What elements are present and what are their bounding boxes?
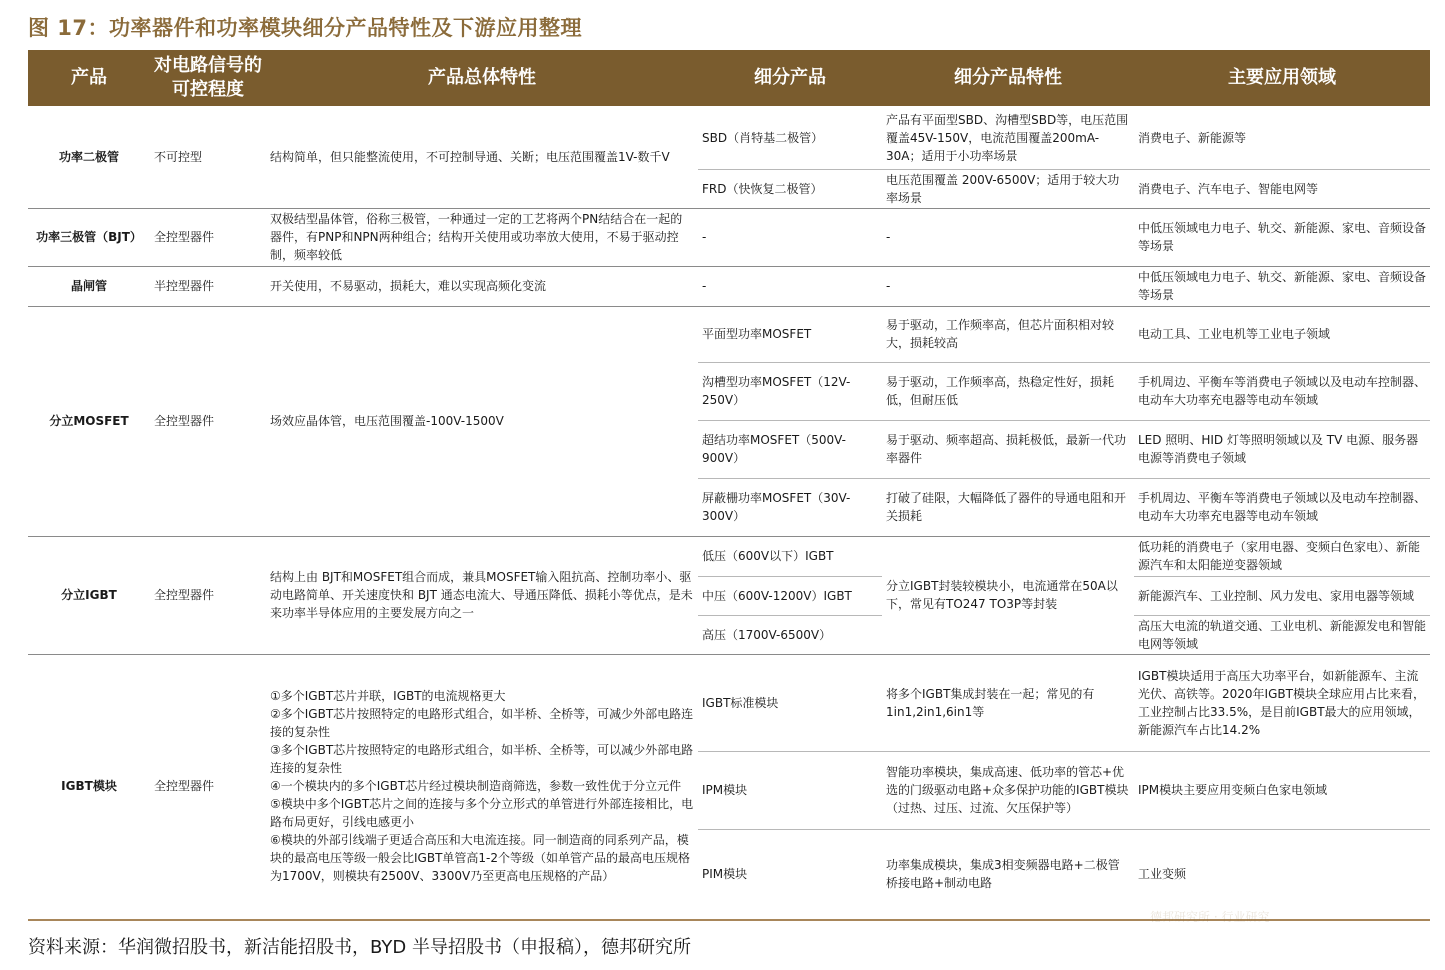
- cell-feature-ipm-module: 智能功率模块，集成高速、低功率的管芯+优选的门级驱动电路+众多保护功能的IGBT模块（过热、过压、过流、欠压保护等）: [886, 765, 1129, 815]
- sub-row-divider: [698, 751, 1430, 752]
- cell-control-bjt: 全控型器件: [154, 230, 215, 244]
- cell-app-pim-module: 工业变频: [1138, 866, 1187, 881]
- cell-overall-mosfet: 场效应晶体管，电压范围覆盖-100V-1500V: [270, 414, 504, 428]
- sub-row-divider: [698, 576, 882, 577]
- cell-product-igbt: 分立IGBT: [61, 588, 117, 602]
- cell-sub-standard-module: IGBT标准模块: [702, 695, 779, 710]
- cell-feature-sj-mosfet: 易于驱动、频率超高、损耗极低，最新一代功率器件: [886, 433, 1127, 465]
- header-application: 主要应用领域: [1228, 67, 1336, 88]
- cell-overall-thyristor: 开关使用，不易驱动，损耗大，难以实现高频化变流: [270, 279, 547, 293]
- cell-overall-bjt: 双极结型晶体管，俗称三极管，一种通过一定的工艺将两个PN结结合在一起的器件，有PNP和NPN两种组合；结构开关使用或功率放大使用，不易于驱动控制，频率较低: [270, 212, 683, 262]
- cell-sub-high-voltage-igbt: 高压（1700V-6500V）: [702, 627, 832, 642]
- cell-app-thyristor: 中低压领域电力电子、轨交、新能源、家电、音频设备等场景: [1138, 270, 1427, 302]
- sub-row-divider: [698, 362, 1430, 363]
- cell-app-high-voltage-igbt: 高压大电流的轨道交通、工业电机、新能源发电和智能电网等领域: [1138, 618, 1427, 651]
- cell-sub-trench-mosfet: 沟槽型功率MOSFET（12V-250V）: [702, 375, 851, 407]
- row-divider: [28, 536, 1430, 537]
- cell-control-thyristor: 半控型器件: [154, 279, 215, 293]
- cell-overall-diode: 结构简单，但只能整流使用，不可控制导通、关断；电压范围覆盖1V-数千V: [270, 150, 670, 164]
- cell-feature-pim-module: 功率集成模块，集成3相变频器电路+二极管桥接电路+制动电路: [886, 857, 1120, 890]
- cell-control-igbt: 全控型器件: [154, 588, 215, 602]
- cell-app-trench-mosfet: 手机周边、平衡车等消费电子领域以及电动车控制器、电动车大功率充电器等电动车领域: [1138, 375, 1427, 407]
- cell-product-bjt: 功率三极管（BJT）: [36, 230, 142, 244]
- source-note: 资料来源：华润微招股书，新洁能招股书，BYD 半导招股书（申报稿），德邦研究所: [28, 937, 691, 958]
- cell-feature-igbt: 分立IGBT封装较模块小，电流通常在50A以下，常见有TO247 TO3P等封装: [886, 579, 1118, 611]
- sub-row-divider: [1134, 576, 1430, 577]
- cell-app-sj-mosfet: LED 照明、HID 灯等照明领域以及 TV 电源、服务器电源等消费电子领域: [1138, 433, 1419, 465]
- cell-feature-sbd: 产品有平面型SBD、沟槽型SBD等，电压范围覆盖45V-150V，电流范围覆盖200mA-30A；适用于小功率场景: [886, 112, 1129, 163]
- cell-app-bjt: 中低压领域电力电子、轨交、新能源、家电、音频设备等场景: [1138, 221, 1427, 253]
- cell-feature-standard-module: 将多个IGBT集成封装在一起；常见的有1in1,2in1,6in1等: [886, 686, 1095, 719]
- sub-row-divider: [1134, 615, 1430, 616]
- cell-sub-bjt: -: [702, 230, 707, 244]
- cell-control-diode: 不可控型: [154, 150, 203, 164]
- sub-row-divider: [698, 478, 1430, 479]
- cell-app-frd: 消费电子、汽车电子、智能电网等: [1138, 181, 1319, 196]
- cell-feature-frd: 电压范围覆盖 200V-6500V；适用于较大功率场景: [886, 172, 1120, 205]
- cell-feature-planar-mosfet: 易于驱动，工作频率高，但芯片面积相对较大，损耗较高: [886, 318, 1115, 350]
- header-sub-feature: 细分产品特性: [954, 67, 1062, 88]
- watermark: 德邦研究所 · 行业研究: [1150, 910, 1270, 922]
- row-divider: [28, 306, 1430, 307]
- cell-feature-thyristor: -: [886, 279, 891, 293]
- cell-control-mosfet: 全控型器件: [154, 414, 215, 428]
- cell-sub-frd: FRD（快恢复二极管）: [702, 181, 823, 196]
- cell-feature-sgt-mosfet: 打破了硅限，大幅降低了器件的导通电阻和开关损耗: [886, 491, 1127, 523]
- row-divider: [28, 266, 1430, 267]
- cell-app-mid-voltage-igbt: 新能源汽车、工业控制、风力发电、家用电器等领域: [1138, 588, 1415, 603]
- cell-app-sbd: 消费电子、新能源等: [1138, 130, 1247, 145]
- cell-app-standard-module: IGBT模块适用于高压大功率平台，如新能源车、主流光伏、高铁等。2020年IGBT模块全球应用占比来看，工业控制占比33.5%，是目前IGBT最大的应用领域，新能源汽车占比14.2%: [1138, 668, 1425, 737]
- cell-control-module: 全控型器件: [154, 779, 215, 793]
- sub-row-divider: [698, 169, 1430, 170]
- sub-row-divider: [698, 615, 882, 616]
- cell-product-module: IGBT模块: [61, 779, 117, 793]
- header-product: 产品: [71, 67, 107, 88]
- cell-sub-pim-module: PIM模块: [702, 866, 748, 881]
- cell-sub-mid-voltage-igbt: 中压（600V-1200V）IGBT: [702, 588, 852, 603]
- cell-sub-sj-mosfet: 超结功率MOSFET（500V-900V）: [702, 433, 846, 465]
- cell-app-sgt-mosfet: 手机周边、平衡车等消费电子领域以及电动车控制器、电动车大功率充电器等电动车领域: [1138, 491, 1427, 523]
- cell-product-diode: 功率二极管: [58, 150, 119, 164]
- row-divider: [28, 208, 1430, 209]
- cell-sub-planar-mosfet: 平面型功率MOSFET: [702, 327, 812, 341]
- header-sub-product: 细分产品: [754, 67, 826, 88]
- cell-sub-thyristor: -: [702, 279, 707, 293]
- header-overall-feature: 产品总体特性: [428, 67, 536, 88]
- cell-sub-ipm-module: IPM模块: [702, 783, 748, 797]
- cell-overall-igbt: 结构上由 BJT和MOSFET组合而成，兼具MOSFET输入阻抗高、控制功率小、驱动电路简单、开关速度快和 BJT 通态电流大、导通压降低、损耗小等优点，是未来功率半导体应用的主要发展方向之一: [270, 570, 693, 620]
- cell-app-planar-mosfet: 电动工具、工业电机等工业电子领域: [1138, 327, 1331, 341]
- cell-feature-trench-mosfet: 易于驱动，工作频率高，热稳定性好，损耗低，但耐压低: [886, 375, 1115, 407]
- row-divider: [28, 654, 1430, 655]
- cell-overall-module: ①多个IGBT芯片并联，IGBT的电流规格更大 ②多个IGBT芯片按照特定的电路形式组合，如半桥、全桥等，可减少外部电路连接的复杂性 ③多个IGBT芯片按照特定的电路形式组合，如半桥、全桥等，可以减少外部电路连接的复杂性 ④一个模块内的多个IGBT芯片经过模块制造商筛选，参数一致性优于分立元件 ⑤模块中多个IGBT芯片之间的连接与多个分立形式的单管进行外部连接相比，电路布局更好，引线电感更小 ⑥模块的外部引线端子更适合高压和大电流连接。同一制造商的同系列产品，模块的最高电压等级一般会比IGBT单管高1-2个等级（如单管产品的最高电压规格为1700V，则模块有2500V、3300V乃至更高电压规格的产品）: [270, 689, 694, 883]
- figure-title: 图 17：功率器件和功率模块细分产品特性及下游应用整理: [28, 16, 583, 40]
- sub-row-divider: [698, 420, 1430, 421]
- cell-sub-sgt-mosfet: 屏蔽栅功率MOSFET（30V-300V）: [702, 491, 851, 523]
- cell-sub-sbd: SBD（肖特基二极管）: [702, 130, 824, 145]
- sub-row-divider: [698, 829, 1430, 830]
- header-controllability: 对电路信号的可控程度: [154, 55, 262, 100]
- cell-app-low-voltage-igbt: 低功耗的消费电子（家用电器、变频白色家电）、新能源汽车和太阳能逆变器领域: [1138, 540, 1421, 572]
- cell-feature-bjt: -: [886, 230, 891, 244]
- cell-sub-low-voltage-igbt: 低压（600V以下）IGBT: [702, 549, 834, 563]
- cell-product-thyristor: 晶闸管: [70, 279, 107, 293]
- cell-product-mosfet: 分立MOSFET: [49, 414, 129, 428]
- cell-app-ipm-module: IPM模块主要应用变频白色家电领域: [1138, 783, 1328, 797]
